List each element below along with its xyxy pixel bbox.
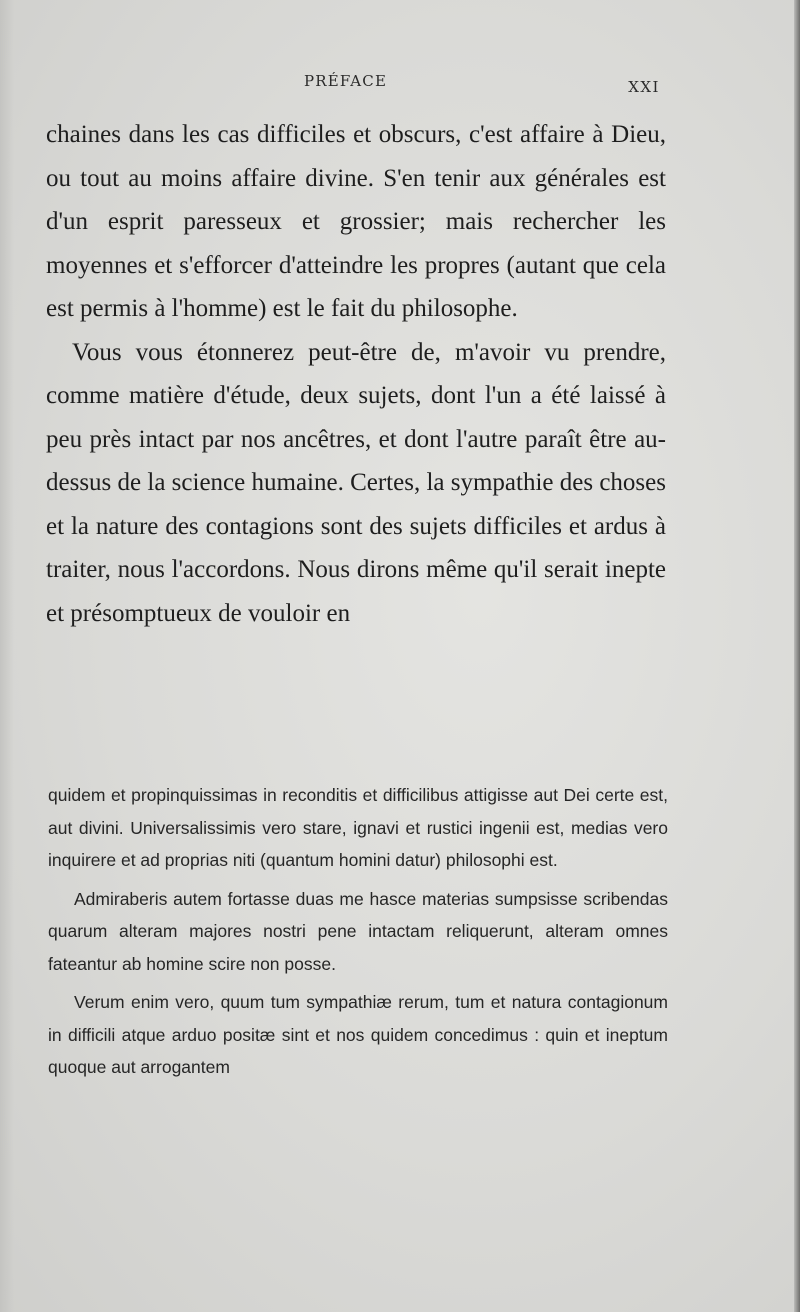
main-paragraph-2: Vous vous étonnerez peut-être de, m'avoir vu prendre, comme matière d'étude, deux sujets, dont l'un a été laissé à peu près intact par nos ancêtres, et dont l'autre paraît être au-dessus de la science humaine. Certes, la sympathie des choses et la nature des contagions sont des sujets difficiles et ardus à traiter, nous l'accordons. Nous dirons même qu'il serait inepte et présomptueux de vouloir en xyxy=(46,338,666,627)
page-number: XXI xyxy=(628,78,660,96)
footnote xyxy=(48,779,668,1084)
main-text xyxy=(46,113,666,635)
main-paragraph-1: chaines dans les cas difficiles et obscurs, c'est affaire à Dieu, ou tout au moins affaire divine. S'en tenir aux générales est d'un esprit paresseux et grossier; mais rechercher les moyennes et s'efforcer d'atteindre les propres (autant que cela est permis à l'homme) est le fait du philosophe. xyxy=(46,121,666,322)
footnote-paragraph-2: Admiraberis autem fortasse duas me hasce materias sumpsisse scribendas quarum alteram majores nostri pene intactam reliquerunt, alteram omnes fateantur ab homine scire non posse. xyxy=(48,888,668,974)
footnote-paragraph-3: Verum enim vero, quum tum sympathiæ rerum, tum et natura contagionum in difficili atque arduo positæ sint et nos quidem concedimus : quin et ineptum quoque aut arrogantem xyxy=(48,992,668,1077)
page-right-edge xyxy=(794,0,800,1312)
footnote-paragraph-1: quidem et propinquissimas in reconditis et difficilibus attigisse aut Dei certe est, aut divini. Universalissimis vero stare, ignavi et rustici ingenii est, medias vero inquirere et ad proprias niti (quantum homini datur) philosophi est. xyxy=(48,785,668,870)
running-head xyxy=(44,72,660,102)
running-head-title: PRÉFACE xyxy=(304,72,388,90)
page-left-shadow xyxy=(0,0,14,1312)
